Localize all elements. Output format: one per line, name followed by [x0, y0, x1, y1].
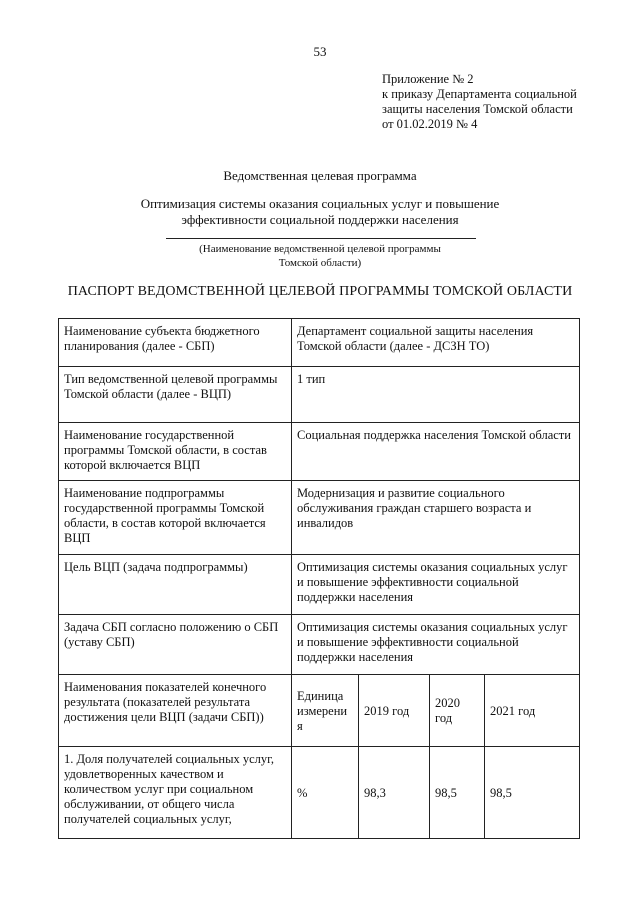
indicator-2020: 98,5 [430, 747, 485, 839]
appendix-line: Приложение № 2 [382, 72, 474, 86]
page-number: 53 [313, 44, 327, 59]
row-value: Оптимизация системы оказания социальных услуг и повышение эффективности социальной поддержки населения [292, 555, 580, 615]
row-value: Оптимизация системы оказания социальных услуг и повышение эффективности социальной поддержки населения [292, 615, 580, 675]
program-title-line: Оптимизация системы оказания социальных услуг и повышение [140, 196, 500, 211]
passport-title: ПАСПОРТ ВЕДОМСТВЕННОЙ ЦЕЛЕВОЙ ПРОГРАММЫ ТОМСКОЙ ОБЛАСТИ [67, 284, 573, 299]
row-label: Задача СБП согласно положению о СБП (уставу СБП) [59, 615, 292, 675]
indicator-2021: 98,5 [485, 747, 580, 839]
table-row [59, 555, 580, 615]
row-label: Наименование подпрограммы государственной программы Томской области, в состав которой включается ВЦП [59, 481, 292, 555]
appendix-line: к приказу Департамента социальной [382, 87, 577, 101]
year-2020-header: 2020 год [430, 675, 485, 747]
row-label: Наименование субъекта бюджетного планирования (далее - СБП) [59, 319, 292, 367]
program-title [0, 196, 640, 228]
caption-line: Томской области) [278, 257, 362, 269]
appendix-line: от 01.02.2019 № 4 [382, 117, 478, 131]
year-2021-header: 2021 год [485, 675, 580, 747]
row-label: Цель ВЦП (задача подпрограммы) [59, 555, 292, 615]
row-label: Тип ведомственной целевой программы Томской области (далее - ВЦП) [59, 367, 292, 423]
indicator-name-header: Наименования показателей конечного результата (показателей результата достижения цели ВЦП (задачи СБП)) [59, 675, 292, 747]
year-2019-header: 2019 год [359, 675, 430, 747]
row-value: Департамент социальной защиты населения Томской области (далее - ДСЗН ТО) [292, 319, 580, 367]
row-value: Модернизация и развитие социального обслуживания граждан старшего возраста и инвалидов [292, 481, 580, 555]
program-label: Ведомственная целевая программа [223, 168, 417, 183]
indicator-unit: % [292, 747, 359, 839]
row-label: Наименование государственной программы Томской области, в состав которой включается ВЦП [59, 423, 292, 481]
unit-header: Единица измерени я [292, 675, 359, 747]
title-underline [166, 238, 476, 239]
table-row [59, 615, 580, 675]
program-title-line: эффективности социальной поддержки населения [181, 212, 459, 227]
appendix-block [382, 72, 577, 132]
row-value: 1 тип [292, 367, 580, 423]
indicator-row [59, 747, 580, 839]
table-row [59, 423, 580, 481]
appendix-line: защиты населения Томской области [382, 102, 573, 116]
program-caption [0, 242, 640, 270]
table-row [59, 481, 580, 555]
row-value: Социальная поддержка населения Томской области [292, 423, 580, 481]
indicator-2019: 98,3 [359, 747, 430, 839]
indicator-header-row [59, 675, 580, 747]
caption-line: (Наименование ведомственной целевой программы [199, 243, 441, 255]
indicator-name: 1. Доля получателей социальных услуг, удовлетворенных качеством и количеством услуг при социальном обслуживании, от общего числа получателей социальных услуг, [59, 747, 292, 839]
passport-table [58, 318, 580, 839]
table-row [59, 367, 580, 423]
table-row [59, 319, 580, 367]
